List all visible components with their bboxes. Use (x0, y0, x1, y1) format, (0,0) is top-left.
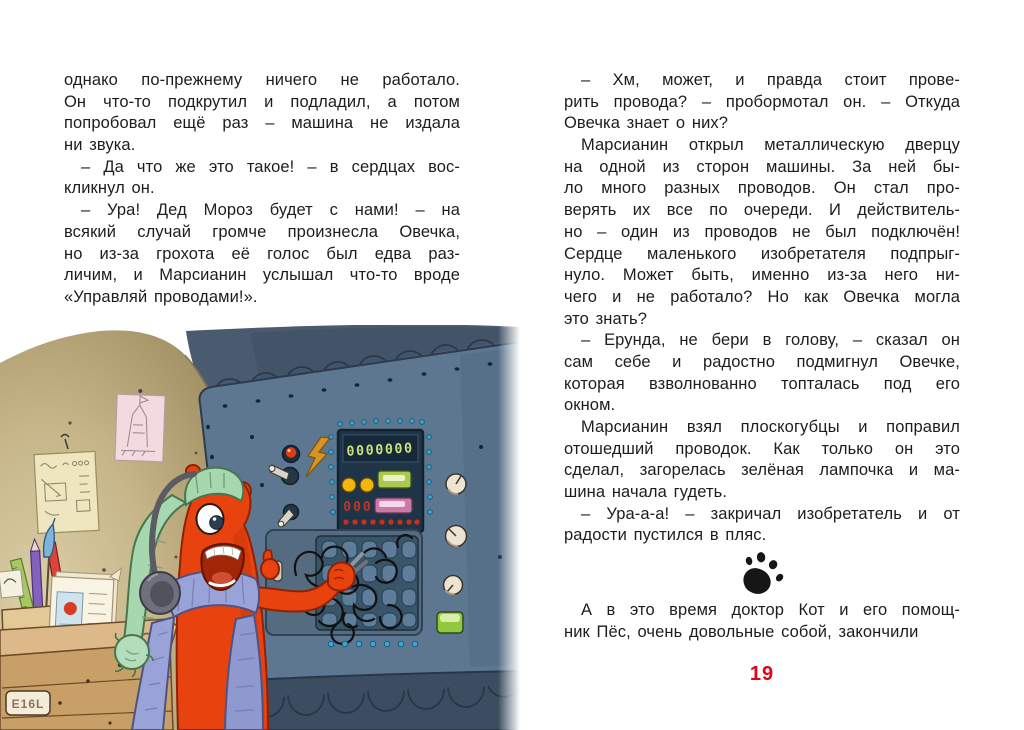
red-lamp (283, 446, 300, 463)
text-line: окном. (564, 396, 616, 415)
paragraph (64, 70, 460, 157)
yellow-button (342, 478, 356, 492)
red-indicator-dots (343, 519, 419, 524)
text-line: верять их все по очереди. И действитель- (564, 201, 960, 220)
text-line: рить провода? – пробормотал он. – Откуда (564, 92, 960, 111)
paragraph (564, 135, 960, 330)
text-line: радости пустился в пляс. (564, 526, 767, 545)
control-panel (329, 419, 433, 532)
text-line: Овечка знает о них? (564, 114, 729, 133)
text-line: сделал, загорелась зелёная лампочка и ма- (564, 461, 960, 480)
text-line: но из-за грохота её голос был едва раз- (64, 244, 460, 263)
text-line: на одной из сторон машины. За ней бы- (564, 157, 960, 176)
text-line: – Хм, может, и правда стоит прове- (581, 71, 960, 89)
paw-print-divider (564, 548, 960, 598)
paragraph (64, 200, 460, 308)
right-text-column-bottom (564, 600, 960, 643)
text-line: личим, и Марсианин услышал что-то вроде (64, 266, 460, 285)
knob (446, 526, 467, 547)
text-line: которая взволнованно топталась под его (564, 374, 960, 393)
left-text-column (64, 70, 460, 309)
text-line: «Управляй проводами!». (64, 287, 258, 306)
text-line: ло много разных проводов. Он стал про- (564, 179, 960, 198)
text-line: – Да что же это такое! – в сердцах вос- (81, 157, 460, 176)
text-line: – Ура! Дед Мороз будет с нами! – на (81, 201, 460, 220)
paragraph (564, 600, 960, 643)
text-line: но – один из проводов не был подключён! (564, 222, 960, 241)
text-line: ни звука. (64, 136, 136, 155)
green-button (437, 612, 463, 633)
knob (446, 474, 466, 494)
wall-note-pink (115, 388, 165, 462)
digital-display: 0000000 (345, 440, 415, 460)
yellow-button (360, 478, 374, 492)
text-line: сам себе и радостно подмигнул Овечке, (564, 352, 960, 371)
text-line: чего и не работало? Но как Овечка могла (564, 287, 960, 306)
paragraph (564, 330, 960, 417)
text-line: попробовал ещё раз – машина не издала (64, 114, 460, 133)
right-text-column-top (564, 70, 960, 547)
text-line: шина начала гудеть. (564, 483, 728, 502)
desk-label-plate (6, 691, 50, 715)
text-line: Сердце маленького изобретателя подпрыг- (564, 244, 960, 263)
eye (197, 504, 224, 534)
text-line: – Ерунда, не бери в голову, – сказал он (581, 331, 960, 350)
illustration (0, 325, 520, 730)
edge-fade (498, 325, 520, 730)
text-line: – Ура-а-а! – закричал изобретатель и от (581, 504, 960, 523)
paragraph (564, 504, 960, 547)
wall-note-sketch (34, 451, 99, 533)
knob (444, 576, 463, 595)
text-line: всякий случай громче произнесла Овечка, (64, 222, 460, 241)
hand-with-pliers (328, 562, 355, 590)
text-line: это знать? (564, 309, 648, 328)
text-line: ник Пёс, очень довольные собой, закончили (564, 622, 919, 641)
paragraph (64, 157, 460, 200)
text-line: Он что-то подкрутил и подладил, а потом (64, 92, 460, 111)
text-line: Марсианин взял плоскогубцы и поправил (581, 418, 960, 436)
page-number: 19 (749, 663, 775, 685)
paragraph (564, 70, 960, 135)
text-line: отошедший проводок. Как только он это (564, 439, 960, 458)
small-tag (0, 570, 23, 598)
text-line: однако по-прежнему ничего не работало. (64, 71, 460, 89)
machine-skirt (232, 671, 520, 730)
counter-display: 000 (343, 500, 373, 515)
paragraph (564, 417, 960, 504)
text-line: кликнул он. (64, 179, 155, 198)
paw-icon (737, 549, 787, 597)
text-line: А в это время доктор Кот и его помощ- (581, 601, 960, 619)
desk-label: Е16L (11, 697, 45, 711)
text-line: нуло. Может быть, именно из-за него ни- (564, 266, 960, 285)
text-line: Марсианин открыл металлическую дверцу (581, 136, 960, 155)
